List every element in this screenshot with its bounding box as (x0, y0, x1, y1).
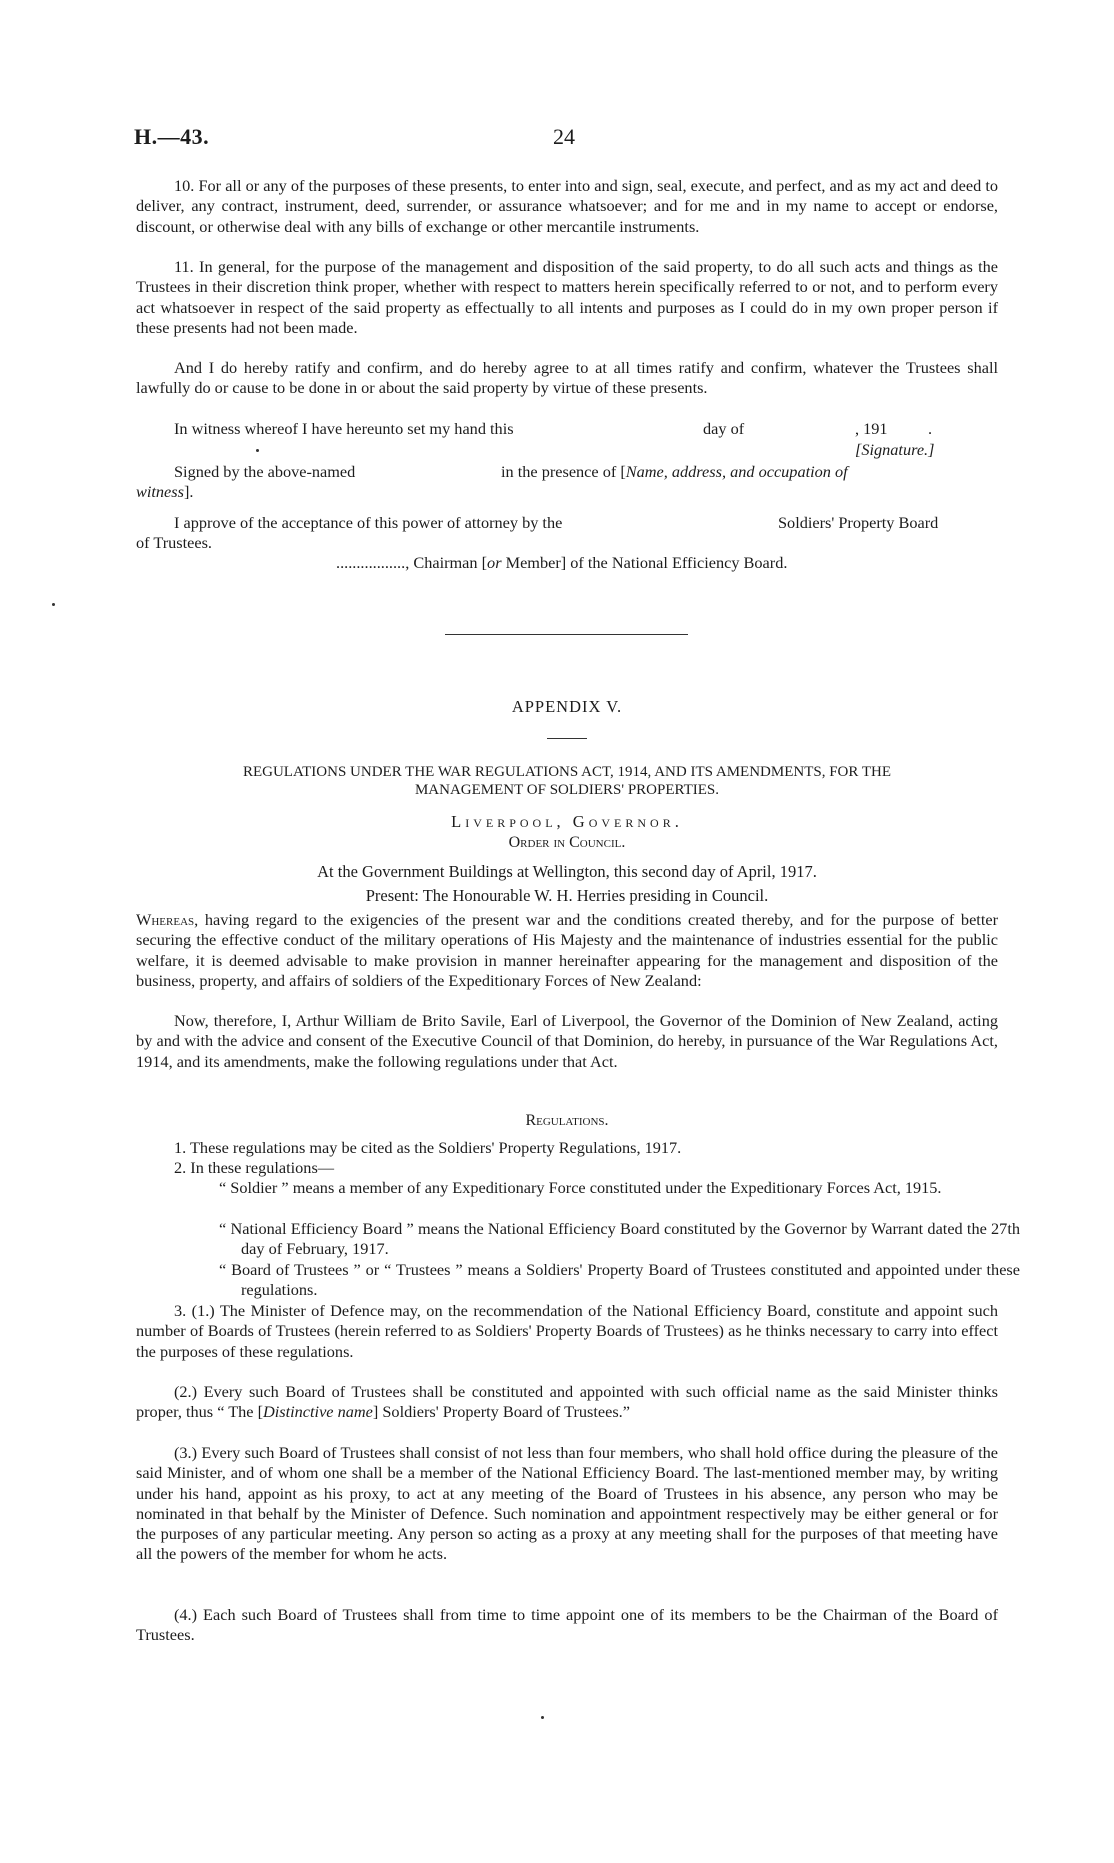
definition-soldier: “ Soldier ” means a member of any Expeditionary Force constituted under the Expeditionary Forces Act, 1915. (219, 1178, 942, 1197)
now-therefore-paragraph: Now, therefore, I, Arthur William de Brito Savile, Earl of Liverpool, the Governor of the Dominion of New Zealand, acting by and with the advice and consent of the Executive Council of that Dominion, do hereby, in pursuance of the War Regulations Act, 1914, and its amendments, make the following regulations under that Act. (136, 1011, 998, 1071)
witness-year-label: , 191 (855, 419, 888, 438)
signed-witness-end: ]. (183, 482, 194, 501)
signature-dot (256, 449, 259, 452)
whereas-text: , having regard to the exigencies of the present war and the conditions created thereby, and for the purpose of better securing the effective conduct of the military operations of His Majesty and the maintenance of industries essential for the public welfare, it is deemed advisable to make provision in manner hereinafter appearing for the management and disposition of the business, property, and affairs of soldiers of the Expeditionary Forces of New Zealand: (136, 910, 998, 990)
chairman-or: or (487, 553, 502, 572)
page-number: 24 (553, 124, 575, 149)
witness-day-label: day of (703, 419, 745, 438)
signature-label: [Signature.] (855, 440, 935, 459)
appendix-heading-1: REGULATIONS UNDER THE WAR REGULATIONS ACT, 1914, AND ITS AMENDMENTS, FOR THE (242, 764, 892, 780)
definition-national-efficiency-board: “ National Efficiency Board ” means the National Efficiency Board constituted by the Governor by Warrant dated the 27th day of February, 1917. (219, 1219, 1020, 1259)
whereas-lead: Whereas (136, 910, 195, 929)
clause-10: 10. For all or any of the purposes of these presents, to enter into and sign, seal, execute, and perfect, and as my act and deed to deliver, any contract, instrument, deed, surrender, or assurance whatsoever; and for me and in my name to accept or endorse, discount, or otherwise deal with any bills of exchange or other mercantile instruments. (136, 176, 998, 236)
signed-by-label: Signed by the above-named (174, 462, 356, 481)
section-divider (445, 634, 688, 635)
regulations-title: Regulations. (525, 1112, 609, 1129)
signed-witness-line (136, 482, 193, 502)
regulation-3-2-distinctive-name: Distinctive name (263, 1402, 373, 1422)
appendix-title: APPENDIX V. (511, 697, 623, 716)
appendix-heading-2: MANAGEMENT OF SOLDIERS' PROPERTIES. (414, 782, 720, 798)
appendix-rule (547, 738, 587, 739)
approve-board-name: Soldiers' Property Board (778, 513, 939, 532)
ratify-paragraph: And I do hereby ratify and confirm, and do hereby agree to at all times ratify and confirm, whatever the Trustees shall lawfully do or cause to be done in or about the said property by virtue of these presents. (136, 358, 998, 398)
regulation-3-1: 3. (1.) The Minister of Defence may, on the recommendation of the National Efficiency Board, constitute and appoint such number of Boards of Trustees (herein referred to as Soldiers' Property Boards of Trustees) as he thinks necessary to carry into effect the purposes of these regulations. (136, 1301, 998, 1361)
regulation-3-3: (3.) Every such Board of Trustees shall consist of not less than four members, who shall hold office during the pleasure of the said Minister, and of whom one shall be a member of the National Efficiency Board. The last-mentioned member may, by writing under his hand, appoint as his proxy, to act at any meeting of the Board of Trustees in his absence, any person who may be nominated in that behalf by the Minister of Defence. Such nomination and appointment respectively may be either general or for the purposes of any particular meeting. Any person so acting as a proxy at any meeting shall for the purposes of that meeting have all the powers of the member for whom he acts. (136, 1443, 998, 1564)
chairman-member: Member] of the National Efficiency Board. (501, 553, 788, 572)
governor-line: Liverpool, Governor. (451, 812, 683, 831)
clause-11: 11. In general, for the purpose of the management and disposition of the said property, to do all such acts and things as the Trustees in their discretion think proper, whether with respect to matters herein specifically referred to or not, and to perform every act whatsoever in respect of the said property as effectually to all intents and purposes as I could do in my own proper person if these presents had not been made. (136, 257, 998, 337)
regulation-3-2 (136, 1382, 998, 1423)
margin-mark (52, 603, 55, 606)
witness-line (174, 419, 514, 439)
regulation-3-4: (4.) Each such Board of Trustees shall from time to time appoint one of its members to be the Chairman of the Board of Trustees. (136, 1605, 998, 1645)
present-line: Present: The Honourable W. H. Herries presiding in Council. (365, 886, 769, 905)
regulation-1: 1. These regulations may be cited as the Soldiers' Property Regulations, 1917. (174, 1138, 682, 1157)
regulation-3-2-end: ] Soldiers' Property Board of Trustees.” (372, 1402, 630, 1422)
approve-of-trustees: of Trustees. (136, 533, 212, 552)
order-in-council: Order in Council. (508, 834, 626, 851)
signed-name-address: Name, address, and occupation of (625, 462, 848, 481)
place-and-date: At the Government Buildings at Wellington, this second day of April, 1917. (317, 862, 817, 881)
signed-presence-line (501, 462, 848, 482)
footer-mark (541, 1716, 544, 1719)
chairman-line (336, 553, 787, 573)
definition-board-of-trustees: “ Board of Trustees ” or “ Trustees ” means a Soldiers' Property Board of Trustees constituted and appointed under these regulations. (219, 1260, 1020, 1300)
regulation-2: 2. In these regulations— (174, 1158, 335, 1177)
witness-line-text: In witness whereof I have hereunto set my hand this (174, 419, 514, 438)
document-code: H.—43. (134, 124, 210, 149)
regulation-3-2-text: (2.) Every such Board of Trustees shall be constituted and appointed with such official name as the said Minister thinks proper, thus “ The [ (136, 1382, 998, 1422)
chairman-text: , Chairman [ (405, 553, 488, 572)
chairman-dots: ................. (336, 553, 406, 572)
signed-witness-word: witness (136, 482, 184, 501)
signed-presence-text: in the presence of [ (501, 462, 626, 481)
witness-end-dot: . (928, 419, 933, 438)
whereas-paragraph (136, 910, 998, 991)
approve-text: I approve of the acceptance of this power of attorney by the (174, 513, 563, 532)
